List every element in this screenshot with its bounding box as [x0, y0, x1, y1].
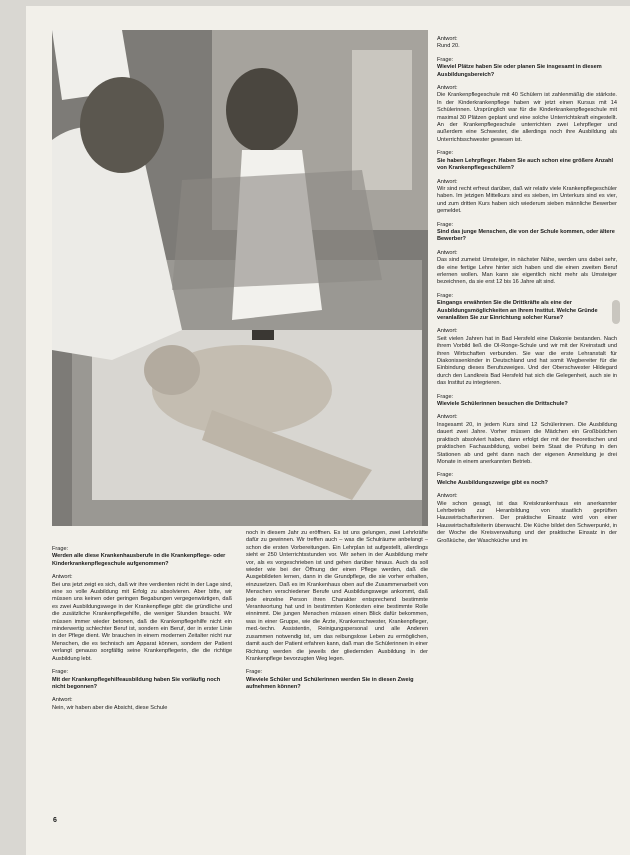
- qa-label: Frage:: [437, 292, 454, 299]
- answer-text: Das sind zumeist Umsteiger, in nächster Nähe, werden uns dabei sehr, die eine fertige Lehre hinter sich haben und die einen zweiten Beruf erlernen wollen. Man kann sie eigentlich nicht mehr als Umsteiger bezeichnen, da sie erst 12 bis 16 Jahre alt sind.: [437, 257, 617, 286]
- binding-hole: [612, 300, 620, 324]
- question-text: Eingangs erwähnten Sie die Drittkräfte als eine der Ausbildungsmöglichkeiten an Ihrem Institut. Welche Gründe veranlaßten Sie zur Einrichtung solcher Kurse?: [437, 300, 598, 321]
- question-text: Werden alle diese Krankenhausberufe in die Krankenpflege- oder Kinderkrankenpflegeschule aufgenommen?: [52, 553, 226, 567]
- qa-label: Frage:: [52, 669, 69, 676]
- qa-label: Antwort:: [437, 414, 458, 421]
- question-text: Wieviele Schüler und Schülerinnen werden Sie in diesen Zweig aufnehmen können?: [246, 676, 414, 691]
- qa-label: Antwort:: [52, 697, 73, 704]
- answer-text: Bei uns jetzt zeigt es sich, daß wir ihre verdienten nicht in der Lage sind, eine so volle Ausbildung mit Erfolg zu absolvieren. Aber bitte, wir müssen uns keinen oder geringen Begabungen vergegenwärtigen, daß es zwei Ausbildungswege in der Krankenpflege gibt: die gründliche und die zusätzliche Krankenpflegehilfe, die weniger Stunden braucht. Wir müssen immer wieder betonen, daß die Krankenpflegehilfe nicht ein minderwertig schlechter Beruf ist, sondern ein Beruf, der in erster Linie in der Pflege dient. Wir brauchen in einem modernen Zeitalter nicht nur Menschen, die es technisch am Apparat können, sondern der Patient verlangt genauso sorgfältig seine Krankenpflegerin, die die richtige Ausbildung lebt.: [52, 581, 232, 662]
- qa-label: Antwort:: [437, 85, 458, 92]
- qa-label: Antwort:: [437, 178, 458, 185]
- photo-illustration: [52, 30, 428, 526]
- question-text: Welche Ausbildungszweige gibt es noch?: [437, 479, 548, 486]
- qa-label: Antwort:: [437, 328, 458, 335]
- answer-text: Seit vielen Jahren hat in Bad Hersfeld eine Diakonie bestanden. Nach ihrem Vorbild ließ die Ol-Ronge-Schule und wir mit der Kreinstadt und ihren Wirtschaften verbunden. Sie war die erste Lehranstalt für Diakonissenkinder in Deutschland und hat somit Wegbereiter für die Einbindung dieses Berufszweiges. Und der Oberschwester Hildegard durch den Landkreis Bad Hersfeld hat sich die Gelegenheit, auch sie in das Institut zu integrieren.: [437, 335, 617, 387]
- answer-text: Wie schon gesagt, ist das Kreiskrankenhaus ein anerkannter Lehrbetrieb zur Heranbildung von staatlich geprüften Hauswirtschafterinnen. Der praktische Einsatz wird von einer Hauswirtschaftsleiterin überwacht. Die Küche bildet den Schwerpunkt, in der Woche die Kreisverwaltung und der praktische Einsatz in der Großküche, der Waschküche und im: [437, 500, 617, 544]
- question-text: Mit der Krankenpflegehilfeausbildung haben Sie vorläufig noch nicht begonnen?: [52, 676, 221, 690]
- qa-label: Antwort:: [437, 493, 458, 500]
- qa-label: Antwort:: [437, 36, 458, 42]
- qa-label: Antwort:: [437, 249, 458, 256]
- qa-label: Antwort:: [52, 574, 73, 581]
- question-text: Wieviel Plätze haben Sie oder planen Sie insgesamt in diesem Ausbildungsbereich?: [437, 64, 602, 78]
- qa-label: Frage:: [437, 150, 454, 157]
- photo-nurses-with-baby: [52, 30, 428, 526]
- qa-label: Frage:: [437, 393, 454, 400]
- answer-text: noch in diesem Jahr zu eröffnen. Es ist uns gelungen, zwei Lehrkräfte dafür zu gewinnen. Wir treffen auch – was die Schulräume anbelangt – schon die ersten Vorbereitungen. Ein Lehrplan ist aufgestellt, allerdings sieht er 250 Unterrichtsstunden vor. Wir sehen in der Ausbildung mehr vor, als es vorgeschrieben ist und gehen darüber hinaus. Auch da soll wieder wie bei der Öffnung der einen Pflege werden, daß die Ausgebildeten lernen, dann in die Grundpflege, die sie vorher erhalten, einzusetzen. Daß es im Krankenhaus oben auf die Zusammenarbeit von Menschen verschiedener Berufe und Ausbildungswege ankommt, daß jede einzelne Person ihren Charakter entsprechend bestimmte Verantwortung hat und in bestimmten Kontexten eine bestimmte Rolle einnimmt. Die jungen Menschen müssen einen Blick dafür bekommen, was in einer Gruppe, wie die Ärzte, Krankenschwester, Krankenpfleger, med.-techn. Assistentin, Reinigungspersonal und alle Anderen zusammen notwendig ist, um das reibungslose Leben zu ermöglichen, damit auch der Patient erfahren kann, daß man die Schülerinnen in einer Richtung werden die jeweils der gliedernden Ausbildung in der Krankenpflege bevorzugten Weg legen.: [246, 530, 428, 662]
- answer-text: Die Krankenpflegeschule mit 40 Schülern ist zahlenmäßig die stärkste. In der Kinderkrankenpflege haben wir jetzt einen Kursus mit 14 Schülerinnen. Ursprünglich war für die Kinderkrankenpflegeschule mit maximal 30 Plätzen geplant und eine solche Unterrichtskraft eingestellt. An der Krankenpflegeschule unterrichten zwei Lehrpfleger und außerdem eine Schwester, die allerdings noch ihre Ausbildung als Unterrichtsschwester gewesen ist.: [437, 92, 617, 143]
- qa-label: Frage:: [246, 669, 263, 676]
- answer-text: Wir sind recht erfreut darüber, daß wir relativ viele Krankenpflegeschüler haben. Im jetzigen Mittelkurs sind es sieben, im Unterkurs sind es vier, und zum dritten Kurs haben sich wiederum sieben männliche Bewerber gemeldet.: [437, 185, 617, 215]
- page-number: 6: [53, 817, 57, 824]
- answer-text: Insgesamt 20, in jedem Kurs sind 12 Schülerinnen. Die Ausbildung dauert zwei Jahre. Vorher müssen die Mädchen ein Großbüdchen praktisch absolviert haben, dann erfolgt der mit der theoretischen und praktischen Fachausbildung, wobei beim Staat die Prüfung in den Stationen ab und geht dann nach der eigenen Anmeldung je drei Monate in einem anerkannten Betrieb.: [437, 421, 617, 465]
- question-text: Wieviele Schülerinnen besuchen die Drittschule?: [437, 401, 568, 408]
- left-text-column-2: [246, 530, 428, 692]
- qa-label: Frage:: [437, 56, 454, 63]
- qa-label: Frage:: [52, 546, 69, 552]
- answer-text: Nein, wir haben aber die Absicht, diese Schule: [52, 704, 168, 711]
- question-text: Sie haben Lehrpfleger. Haben Sie auch schon eine größere Anzahl von Krankenpflegeschülern?: [437, 157, 614, 172]
- qa-label: Frage:: [437, 472, 454, 479]
- right-text-column: [437, 30, 617, 545]
- qa-label: Frage:: [437, 221, 454, 228]
- question-text: Sind das junge Menschen, die von der Schule kommen, oder ältere Bewerber?: [437, 228, 615, 243]
- answer-text: Rund 20.: [437, 43, 460, 50]
- left-text-column-1: [52, 540, 232, 712]
